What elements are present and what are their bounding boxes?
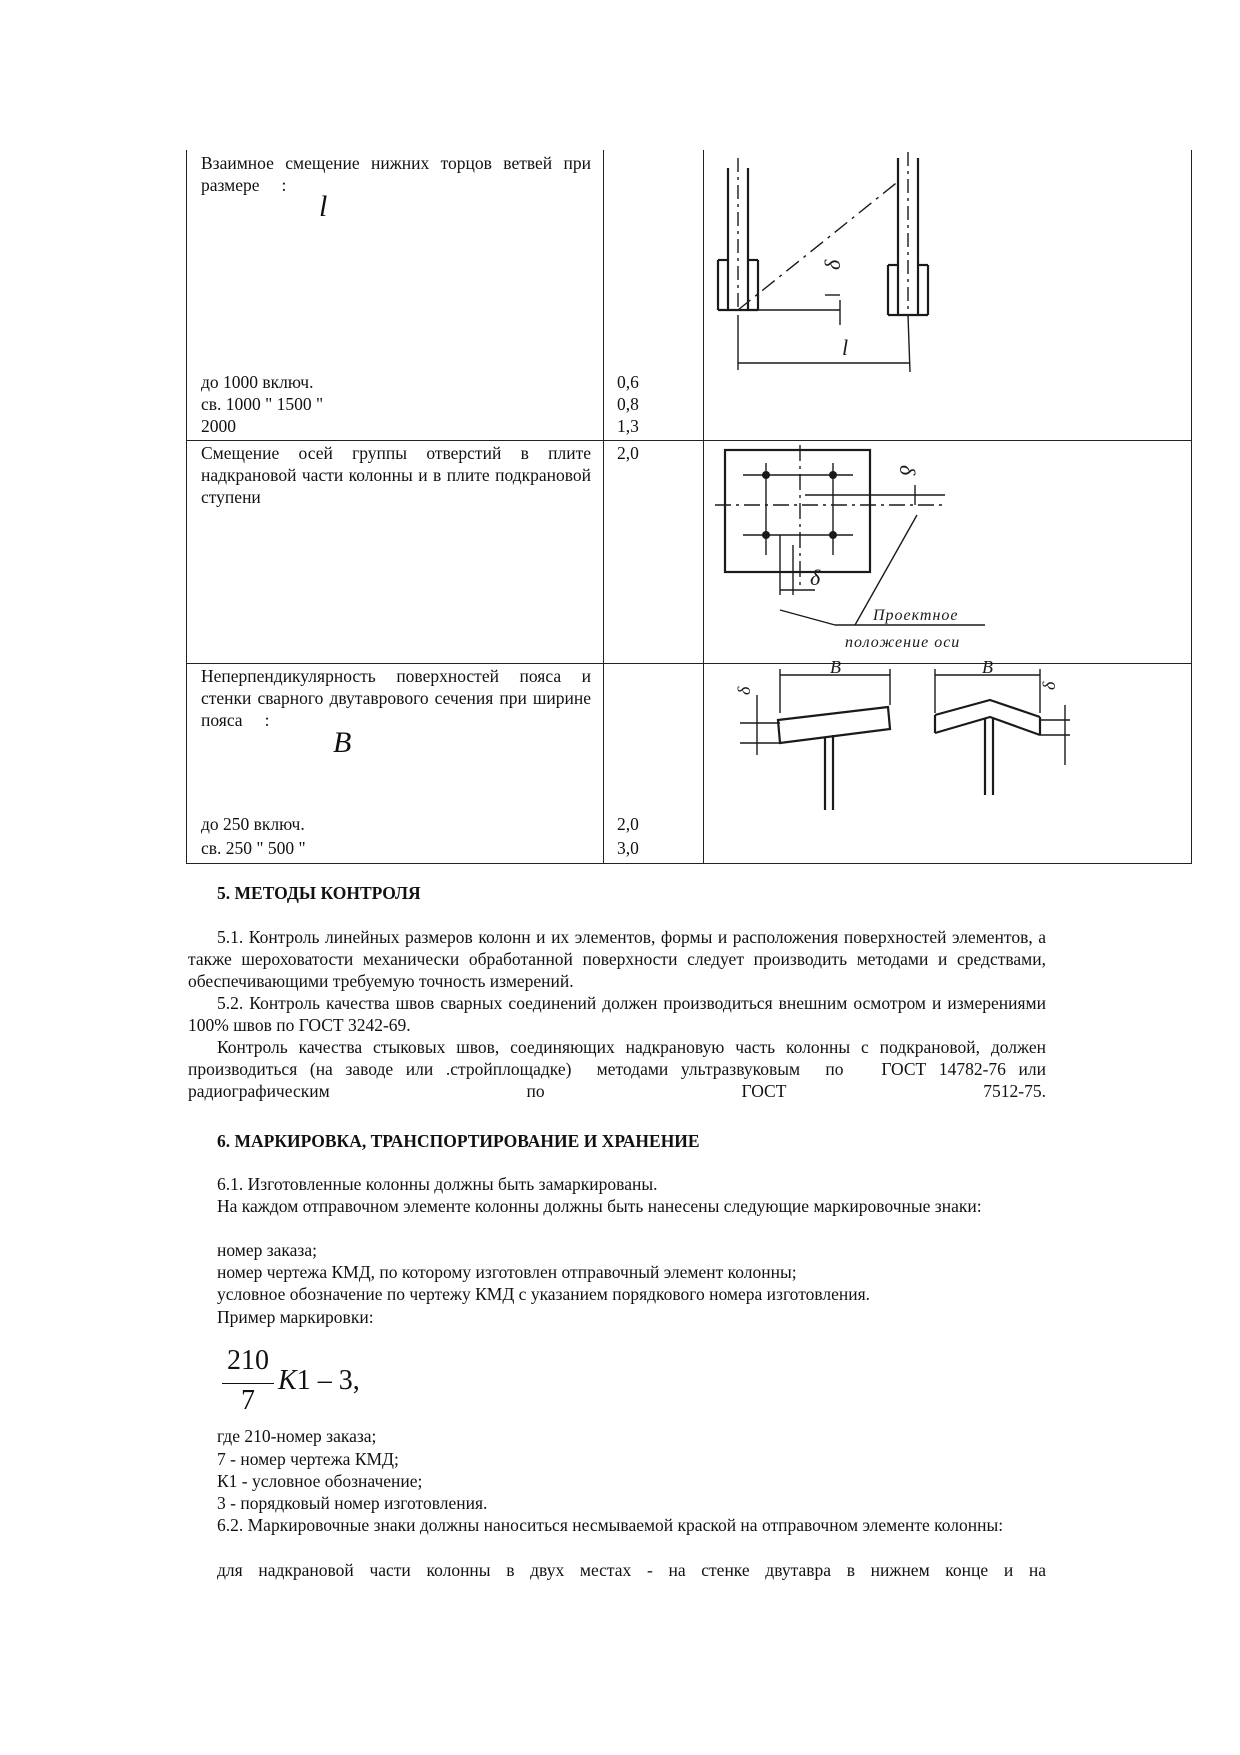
row3-description: Неперпендикулярность поверхностей пояса и стенки сварного двутаврового сечения при ширине пояса : xyxy=(201,666,591,730)
row3-size-2: св. 250 " 500 " xyxy=(201,838,306,858)
table-column-divider xyxy=(603,150,604,863)
formula-fraction-bar xyxy=(222,1383,274,1384)
marking-item-2: номер чертежа КМД, по которому изготовлен отправочный элемент колонны; xyxy=(217,1262,797,1282)
row3-symbol-b: B xyxy=(333,726,352,759)
legend-line-1: где 210-номер заказа; xyxy=(217,1426,377,1446)
legend-line-2: 7 - номер чертежа КМД; xyxy=(217,1449,399,1469)
figure3-b-label-left: В xyxy=(830,657,841,677)
row1-description: Взаимное смещение нижних торцов ветвей при размере : xyxy=(201,153,591,195)
figure2-delta-label-top: δ xyxy=(895,465,920,476)
marking-example-label: Пример маркировки: xyxy=(217,1307,374,1327)
figure1-delta-label: δ xyxy=(820,259,845,270)
row1-size-2: св. 1000 " 1500 " xyxy=(201,394,324,414)
section6-heading: 6. МАРКИРОВКА, ТРАНСПОРТИРОВАНИЕ И ХРАНЕНИЕ xyxy=(217,1131,700,1151)
flange-web-figure xyxy=(734,657,1090,825)
section6-paragraph-6-2: 6.2. Маркировочные знаки должны наноситься несмываемой краской на отправочном элементе колонны: xyxy=(217,1515,1004,1535)
section6-paragraph-2: На каждом отправочном элементе колонны должны быть нанесены следующие маркировочные знаки: xyxy=(217,1196,982,1216)
marking-item-1: номер заказа; xyxy=(217,1240,317,1260)
row3-value-2: 3,0 xyxy=(617,838,639,858)
marking-example-formula xyxy=(222,1345,402,1423)
row1-size-3: 2000 xyxy=(201,416,236,436)
row1-value-1: 0,6 xyxy=(617,372,639,392)
row1-size-1: до 1000 включ. xyxy=(201,372,314,392)
row1-symbol-l: l xyxy=(319,190,328,223)
formula-denominator: 7 xyxy=(241,1385,255,1416)
row1-value-2: 0,8 xyxy=(617,394,639,414)
row2-value-1: 2,0 xyxy=(617,443,639,463)
figure2-delta-label-bottom: δ xyxy=(810,565,821,590)
figure3-delta-label-left: δ xyxy=(734,686,754,695)
figure3-b-label-right: В xyxy=(982,657,993,677)
section5-paragraph-1: 5.1. Контроль линейных размеров колонн и их элементов, формы и расположения поверхностей элементов, а также шероховатости механически обработанной поверхности следует производить методами и средствами, обеспечивающими требуемую точность измерений. xyxy=(188,927,1046,991)
figure1-l-label: l xyxy=(842,335,849,360)
row3-size-1: до 250 включ. xyxy=(201,814,305,834)
section6-last-line: для надкрановой части колонны в двух местах - на стенке двутавра в нижнем конце и на xyxy=(217,1560,1046,1580)
table-row-divider xyxy=(187,440,1191,441)
marking-item-3: условное обозначение по чертежу КМД с указанием порядкового номера изготовления. xyxy=(217,1284,871,1304)
formula-numerator: 210 xyxy=(227,1345,269,1376)
formula-tail: K1 – 3, xyxy=(278,1365,360,1396)
row2-description: Смещение осей группы отверстий в плите надкрановой части колонны и в плите подкрановой ступени xyxy=(201,443,591,507)
row3-value-1: 2,0 xyxy=(617,814,639,834)
section5-paragraph-2: 5.2. Контроль качества швов сварных соединений должен производиться внешним осмотром и измерениями 100% швов по ГОСТ 3242-69. xyxy=(188,993,1046,1035)
column-ends-offset-figure xyxy=(700,150,1000,380)
section5-paragraph-3: Контроль качества стыковых швов, соединяющих надкрановую часть колонны с подкрановой, должен производиться (на заводе или .стройплощадке) методами ультразвуковым по ГОСТ 14782-76 или радиографическим по ГОСТ 7512-75. xyxy=(188,1037,1051,1101)
figure2-caption-line1: Проектное xyxy=(873,607,959,624)
section5-heading: 5. МЕТОДЫ КОНТРОЛЯ xyxy=(217,883,421,903)
row1-value-3: 1,3 xyxy=(617,416,639,436)
figure2-caption-line2: положение оси xyxy=(845,634,961,651)
figure3-delta-label-right: δ xyxy=(1039,681,1059,690)
hole-axis-offset-figure xyxy=(705,445,995,665)
table-row-divider xyxy=(187,663,1191,664)
legend-line-3: К1 - условное обозначение; xyxy=(217,1471,423,1491)
section6-paragraph-1: 6.1. Изготовленные колонны должны быть замаркированы. xyxy=(217,1174,658,1194)
legend-line-4: 3 - порядковый номер изготовления. xyxy=(217,1493,488,1513)
